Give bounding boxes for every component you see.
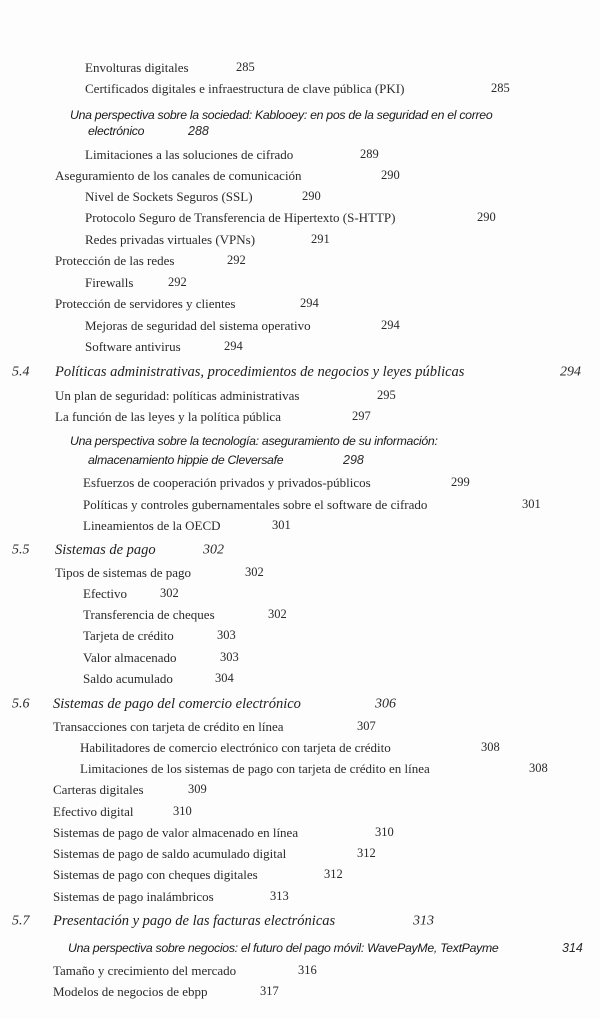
page-number: 299: [451, 475, 470, 490]
page-number: 309: [188, 782, 207, 797]
page-number: 310: [375, 825, 394, 840]
page-number: 312: [324, 867, 343, 882]
page-number: 307: [357, 719, 376, 734]
toc-entry: Envolturas digitales: [85, 59, 189, 75]
toc-entry: Lineamientos de la OECD: [83, 517, 221, 533]
toc-entry: Políticas y controles gubernamentales sobre el software de cifrado: [83, 496, 428, 512]
toc-entry: La función de las leyes y la política pública: [55, 408, 281, 424]
toc-entry: Sistemas de pago de valor almacenado en línea: [53, 824, 299, 840]
page-number: 301: [522, 497, 541, 512]
toc-entry: Limitaciones a las soluciones de cifrado: [85, 146, 294, 162]
page-number: 285: [236, 60, 255, 75]
perspective-title-cont: almacenamiento hippie de Cleversafe: [88, 453, 284, 468]
toc-entry: Sistemas de pago con cheques digitales: [53, 866, 258, 882]
toc-entry: Redes privadas virtuales (VPNs): [85, 231, 256, 247]
page-number: 294: [381, 318, 400, 333]
toc-entry: Esfuerzos de cooperación privados y privados-públicos: [83, 474, 371, 490]
page-number: 313: [270, 889, 289, 904]
page-number: 292: [168, 275, 187, 290]
toc-entry: Protección de servidores y clientes: [55, 295, 236, 311]
page-number: 302: [160, 586, 179, 601]
perspective-title: Una perspectiva sobre la sociedad: Kablooey: en pos de la seguridad en el correo: [70, 108, 493, 123]
toc-entry: Firewalls: [85, 274, 134, 290]
section-number: 5.7: [12, 913, 30, 929]
toc-entry: Efectivo digital: [53, 803, 134, 819]
page-number: 294: [224, 339, 243, 354]
page-number: 303: [220, 650, 239, 665]
section-title: Presentación y pago de las facturas electrónicas: [53, 913, 336, 930]
page-number: 291: [311, 232, 330, 247]
section-title: Sistemas de pago del comercio electrónico: [53, 696, 301, 713]
toc-entry: Nivel de Sockets Seguros (SSL): [85, 188, 253, 204]
toc-entry: Sistemas de pago inalámbricos: [53, 888, 214, 904]
section-number: 5.4: [12, 364, 30, 380]
page-number: 317: [260, 984, 279, 999]
page-number: 304: [215, 671, 234, 686]
section-number: 5.6: [12, 696, 30, 712]
toc-entry: Sistemas de pago de saldo acumulado digital: [53, 845, 287, 861]
page-number: 312: [357, 846, 376, 861]
section-title: Sistemas de pago: [55, 542, 156, 559]
page-number: 313: [413, 913, 434, 929]
section-number: 5.5: [12, 542, 30, 558]
perspective-title: Una perspectiva sobre la tecnología: aseguramiento de su información:: [70, 434, 438, 449]
page-number: 290: [477, 210, 496, 225]
toc-entry: Efectivo: [83, 585, 128, 601]
toc-entry: Tamaño y crecimiento del mercado: [53, 962, 237, 978]
page-number: 298: [343, 453, 364, 468]
page-number: 310: [173, 804, 192, 819]
toc-entry: Mejoras de seguridad del sistema operativo: [85, 317, 311, 333]
toc-entry: Modelos de negocios de ebpp: [53, 983, 208, 999]
toc-entry: Protocolo Seguro de Transferencia de Hipertexto (S-HTTP): [85, 209, 396, 225]
toc-entry: Tarjeta de crédito: [83, 627, 174, 643]
page-number: 303: [217, 628, 236, 643]
toc-entry: Certificados digitales e infraestructura de clave pública (PKI): [85, 80, 405, 96]
toc-entry: Aseguramiento de los canales de comunicación: [55, 167, 302, 183]
toc-entry: Un plan de seguridad: políticas administrativas: [55, 387, 300, 403]
toc-entry: Protección de las redes: [55, 252, 175, 268]
perspective-title: Una perspectiva sobre negocios: el futuro del pago móvil: WavePayMe, TextPayme: [68, 941, 499, 956]
toc-entry: Valor almacenado: [83, 649, 177, 665]
page-number: 316: [298, 963, 317, 978]
page-number: 290: [302, 189, 321, 204]
toc-entry: Carteras digitales: [53, 781, 144, 797]
toc-entry: Tipos de sistemas de pago: [55, 564, 192, 580]
page-number: 289: [360, 147, 379, 162]
toc-entry: Transferencia de cheques: [83, 606, 215, 622]
page-number: 295: [377, 388, 396, 403]
page-number: 294: [560, 364, 581, 380]
page-number: 306: [375, 696, 396, 712]
page-number: 301: [272, 518, 291, 533]
toc-entry: Transacciones con tarjeta de crédito en línea: [53, 718, 284, 734]
toc-entry: Saldo acumulado: [83, 670, 173, 686]
page-number: 302: [203, 542, 224, 558]
page-number: 285: [491, 81, 510, 96]
page-number: 302: [268, 607, 287, 622]
page-number: 294: [300, 296, 319, 311]
toc-entry: Software antivirus: [85, 338, 181, 354]
toc-entry: Limitaciones de los sistemas de pago con tarjeta de crédito en línea: [80, 760, 430, 776]
page-number: 314: [562, 941, 583, 956]
page-number: 288: [188, 124, 209, 139]
page-number: 308: [529, 761, 548, 776]
perspective-title-cont: electrónico: [88, 124, 145, 139]
page-number: 290: [381, 168, 400, 183]
page-number: 292: [227, 253, 246, 268]
page-number: 302: [245, 565, 264, 580]
page-number: 297: [352, 409, 371, 424]
section-title: Políticas administrativas, procedimientos de negocios y leyes públicas: [55, 364, 465, 381]
page-number: 308: [481, 740, 500, 755]
toc-entry: Habilitadores de comercio electrónico con tarjeta de crédito: [80, 739, 391, 755]
